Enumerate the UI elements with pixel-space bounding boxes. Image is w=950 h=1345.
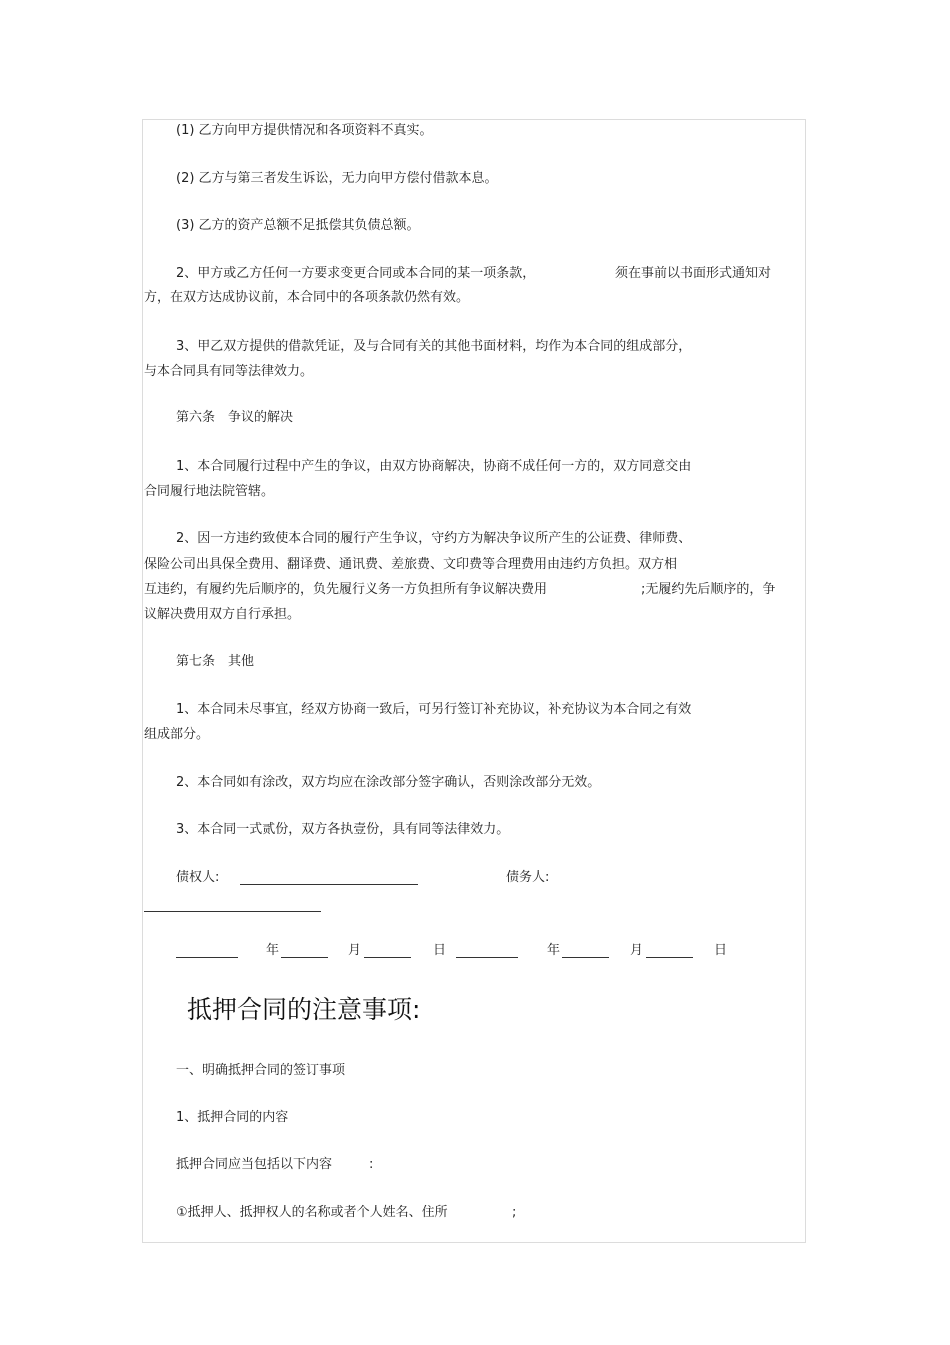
article-6-para-1-line-2: 合同履行地法院管辖。 bbox=[144, 484, 275, 499]
article-6-para-2-line-1: 2、因一方违约致使本合同的履行产生争议，守约方为解决争议所产生的公证费、律师费、 bbox=[176, 531, 692, 546]
creditor-signature-line bbox=[240, 884, 418, 885]
notes-intro: 抵押合同应当包括以下内容 bbox=[176, 1157, 333, 1172]
article-6-para-2-line-2: 保险公司出具保全费用、翻译费、通讯费、差旅费、文印费等合理费用由违约方负担。双方相 bbox=[144, 557, 678, 572]
creditor-day-label: 日 bbox=[433, 943, 447, 958]
creditor-month-label: 月 bbox=[348, 943, 362, 958]
para-3-line-1: 3、甲乙双方提供的借款凭证，及与合同有关的其他书面材料，均作为本合同的组成部分， bbox=[176, 339, 692, 354]
notes-subsection-1: 1、抵押合同的内容 bbox=[176, 1110, 289, 1125]
debtor-year-label: 年 bbox=[547, 943, 561, 958]
article-7-para-1-line-1: 1、本合同未尽事宜，经双方协商一致后，可另行签订补充协议，补充协议为本合同之有效 bbox=[176, 702, 692, 717]
article-6-para-2-line-3: 互违约，有履约先后顺序的，负先履行义务一方负担所有争议解决费用 bbox=[144, 582, 548, 597]
debtor-label: 债务人: bbox=[506, 870, 550, 885]
clause-3: (3) 乙方的资产总额不足抵偿其负债总额。 bbox=[176, 218, 420, 233]
notes-section-1: 一、明确抵押合同的签订事项 bbox=[176, 1063, 346, 1078]
creditor-label: 债权人: bbox=[176, 870, 220, 885]
debtor-day-label: 日 bbox=[714, 943, 728, 958]
article-7-title: 第七条 其他 bbox=[176, 654, 255, 669]
notes-intro-colon: : bbox=[369, 1157, 374, 1172]
article-6-para-1-line-1: 1、本合同履行过程中产生的争议，由双方协商解决，协商不成任何一方的，双方同意交由 bbox=[176, 459, 692, 474]
creditor-day-blank bbox=[364, 957, 411, 958]
creditor-year-blank bbox=[176, 957, 238, 958]
debtor-month-label: 月 bbox=[630, 943, 644, 958]
para-3-line-2: 与本合同具有同等法律效力。 bbox=[144, 364, 314, 379]
para-2-line-1-end: 须在事前以书面形式通知对 bbox=[615, 266, 772, 281]
article-6-title: 第六条 争议的解决 bbox=[176, 410, 294, 425]
debtor-month-blank bbox=[562, 957, 609, 958]
notes-heading: 抵押合同的注意事项: bbox=[187, 995, 421, 1024]
article-6-para-2-line-4: 议解决费用双方自行承担。 bbox=[144, 607, 301, 622]
article-7-para-1-line-2: 组成部分。 bbox=[144, 727, 210, 742]
article-6-para-2-line-3-end: ;无履约先后顺序的，争 bbox=[641, 582, 776, 597]
debtor-day-blank bbox=[646, 957, 693, 958]
debtor-year-blank bbox=[456, 957, 518, 958]
notes-item-1: ①抵押人、抵押权人的名称或者个人姓名、住所 bbox=[176, 1205, 448, 1220]
para-2-line-2: 方，在双方达成协议前，本合同中的各项条款仍然有效。 bbox=[144, 290, 470, 305]
debtor-signature-line bbox=[144, 911, 321, 912]
clause-1: (1) 乙方向甲方提供情况和各项资料不真实。 bbox=[176, 123, 433, 138]
clause-2: (2) 乙方与第三者发生诉讼，无力向甲方偿付借款本息。 bbox=[176, 171, 498, 186]
creditor-month-blank bbox=[281, 957, 328, 958]
para-2-line-1: 2、甲方或乙方任何一方要求变更合同或本合同的某一项条款， bbox=[176, 266, 536, 281]
article-7-para-2: 2、本合同如有涂改，双方均应在涂改部分签字确认，否则涂改部分无效。 bbox=[176, 775, 601, 790]
article-7-para-3: 3、本合同一式贰份，双方各执壹份，具有同等法律效力。 bbox=[176, 822, 510, 837]
creditor-year-label: 年 bbox=[266, 943, 280, 958]
notes-item-1-end: ; bbox=[512, 1205, 517, 1220]
